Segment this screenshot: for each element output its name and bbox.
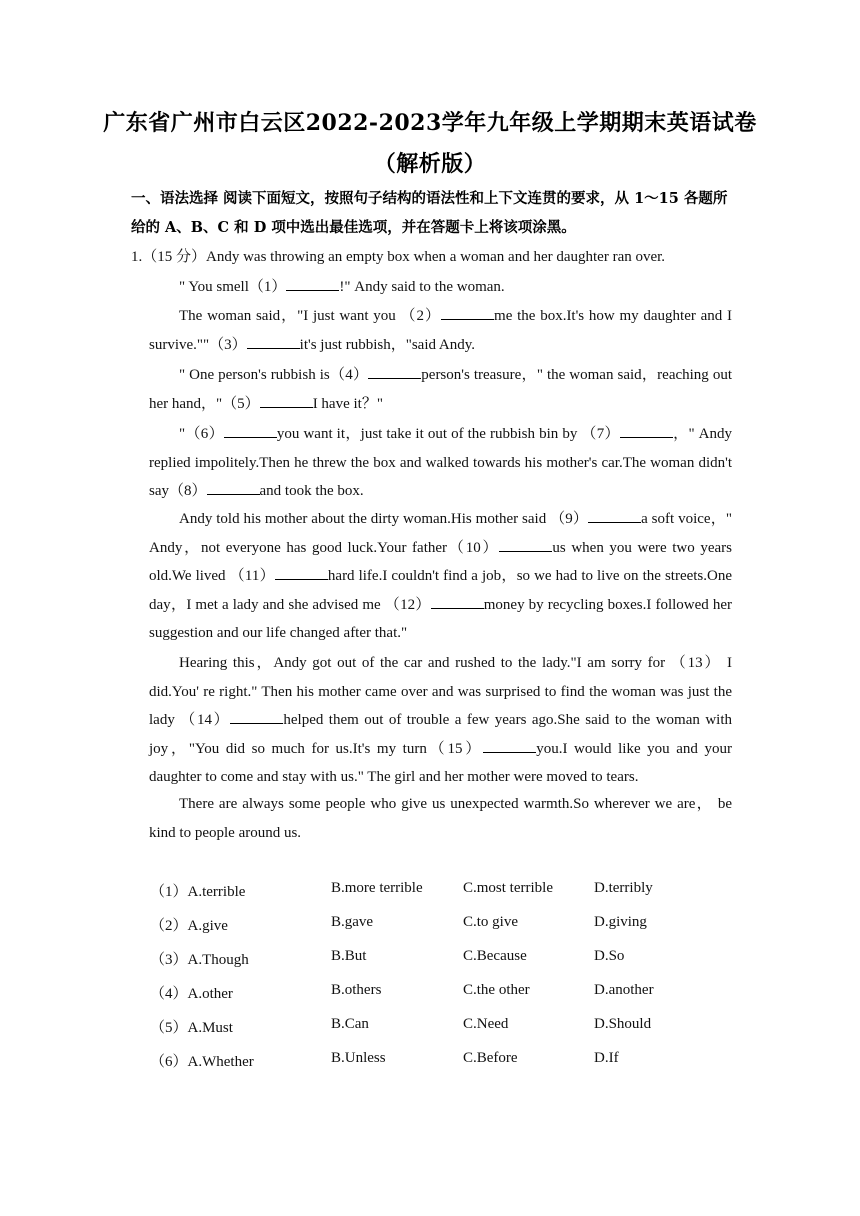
text-run: hard life.I couldn't find a job，so we had to live on the streets.One day，I met a lady and she advised me （12） [149, 568, 733, 613]
option-b: B.Can [331, 1016, 369, 1032]
answer-blank [275, 567, 328, 580]
answer-blank [483, 740, 536, 753]
text-run: " You smell（1） [179, 279, 287, 295]
option-a: （1）A.terrible [150, 884, 246, 900]
passage-paragraph [149, 790, 732, 847]
answer-blank [441, 307, 494, 320]
text-run: it's just rubbish，"said Andy. [299, 336, 476, 353]
question-score: （15 分） [142, 249, 207, 265]
text-run: Andy told his mother about the dirty woman.His mother said （9） [179, 511, 589, 527]
answer-blank [431, 596, 484, 609]
text-run: a soft voice，" Andy，not everyone has good luck.Your father（10） [149, 511, 732, 556]
option-b: B.more terrible [331, 880, 423, 896]
text-run: "（6） [179, 426, 224, 442]
answer-blank [588, 510, 641, 523]
answer-blank [224, 425, 277, 438]
option-d: D.giving [594, 914, 647, 930]
option-a: （3）A.Though [150, 952, 249, 968]
text-run: There are always some people who give us unexpected warmth.So wherever we are， be kind to people around us. [149, 796, 732, 841]
option-d: D.Should [594, 1016, 652, 1032]
text-run: Hearing this，Andy got out of the car and rushed to the lady."I am sorry for （13） I did.You' re right." Then his mother came over and was surprised to find the woman was just the lady （14） [149, 655, 732, 729]
question-intro [131, 246, 732, 268]
text-run: !" Andy said to the woman. [339, 279, 505, 295]
text-run: money by recycling boxes.I followed her suggestion and our life changed after that." [149, 596, 732, 642]
option-c: C.Before [463, 1050, 518, 1066]
option-c: C.Because [463, 948, 527, 964]
text-run: helped them out of trouble a few years ago.She said to the woman with joy，"You did so much for us.It's my turn（15） [149, 712, 732, 757]
page-title: 广东省广州市白云区2022-2023学年九年级上学期期末英语试卷 [103, 110, 757, 136]
question-number: 1. [131, 249, 143, 265]
option-c: C.to give [463, 914, 518, 930]
answer-blank [499, 539, 552, 552]
text-run: The woman said，"I just want you （2） [179, 308, 442, 324]
passage-paragraph [149, 505, 732, 648]
text-run: " One person's rubbish is（4） [179, 367, 369, 383]
option-c: C.Need [463, 1016, 509, 1032]
option-c: C.most terrible [463, 880, 553, 896]
option-a: （4）A.other [150, 986, 233, 1002]
option-b: B.gave [331, 914, 374, 930]
text-run: us when you were two years old.We lived （11） [149, 539, 733, 585]
text-run: person's treasure，" the woman said，reaching out her hand，"（5） [149, 367, 732, 412]
option-d: D.terribly [594, 880, 653, 896]
answer-blank [207, 482, 260, 495]
passage-paragraph [149, 649, 732, 792]
answer-blank [230, 711, 283, 724]
text-run: ，" Andy replied impolitely.Then he threw the box and walked towards his mother's car.The woman didn't say（8） [149, 426, 732, 500]
section-header: 一、语法选择 阅读下面短文，按照句子结构的语法性和上下文连贯的要求，从 1～15 各题所给的 A、B、C 和 D 项中选出最佳选项，并在答题卡上将该项涂黑。 [131, 190, 728, 236]
text-run: and took the box. [259, 483, 364, 500]
answer-blank [286, 278, 339, 291]
text-run: I have it？" [312, 395, 383, 412]
option-d: D.another [594, 982, 654, 998]
option-d: D.If [594, 1050, 619, 1066]
text-run: you.I would like you and your daughter to come and stay with us." The girl and her mother were moved to tears. [149, 740, 733, 786]
text-run: me the box.It's how my daughter and I survive.""（3） [149, 308, 733, 353]
option-a: （5）A.Must [150, 1020, 233, 1036]
option-c: C.the other [463, 982, 530, 998]
passage-paragraph [149, 273, 732, 302]
question-intro-text: Andy was throwing an empty box when a woman and her daughter ran over. [206, 249, 666, 265]
answer-blank [247, 336, 300, 349]
option-b: B.But [331, 948, 367, 964]
passage-paragraph [149, 302, 732, 359]
page-subtitle: （解析版） [373, 151, 487, 177]
passage-paragraph [149, 361, 732, 418]
answer-blank [260, 395, 313, 408]
option-a: （6）A.Whether [150, 1054, 254, 1070]
option-b: B.others [331, 982, 382, 998]
answer-blank [620, 425, 673, 438]
option-a: （2）A.give [150, 918, 228, 934]
answer-blank [368, 366, 421, 379]
option-d: D.So [594, 948, 625, 964]
passage-paragraph [149, 420, 732, 506]
text-run: you want it，just take it out of the rubbish bin by （7） [276, 426, 620, 442]
option-b: B.Unless [331, 1050, 386, 1066]
